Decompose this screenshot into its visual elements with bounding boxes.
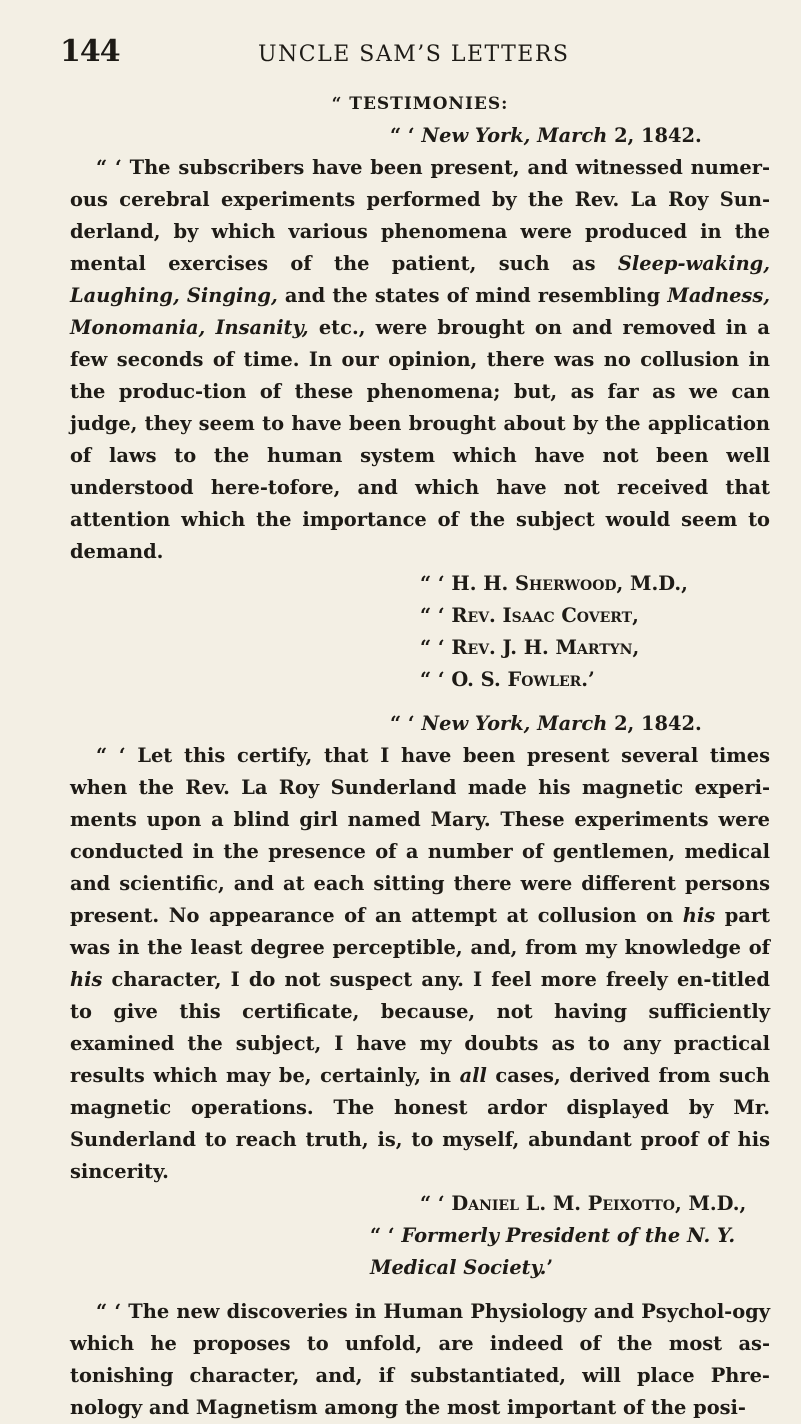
dateline-2: “ ‘ New York, March 2, 1842.: [390, 712, 702, 735]
signature-covert: “ ‘ Rev. Isaac Covert,: [420, 604, 639, 627]
signature-sherwood: “ ‘ H. H. Sherwood, M.D.,: [420, 572, 688, 595]
testimony-1-paragraph: “ ‘ The subscribers have been present, and witnessed numer-ous cerebral experiments performed by the Rev. La Roy Sun-derland, by which various phenomena were produced in the mental exercises of the patient, such as Sleep-waking, Laughing, Singing, and the states of mind resembling Madness, Monomania, Insanity, etc., were brought on and removed in a few seconds of time. In our opinion, there was no collusion in the produc-tion of these phenomena; but, as far as we can judge, they seem to have been brought about by the application of laws to the human system which have not been well understood here-tofore, and which have not received that attention which the importance of the subject would seem to demand.: [70, 156, 770, 563]
signature-title: “ ‘ Formerly President of the N. Y. Medical Society.’: [370, 1224, 736, 1279]
page-number: 144: [60, 34, 120, 69]
body-text: [70, 88, 770, 1424]
testimony-2-paragraph: “ ‘ Let this certify, that I have been present several times when the Rev. La Roy Sunderland made his magnetic experi-ments upon a blind girl named Mary. These experiments were conducted in the presence of a number of gentlemen, medical and scientific, and at each sitting there were different persons present. No appearance of an attempt at collusion on his part was in the least degree perceptible, and, from my knowledge of his character, I do not suspect any. I feel more freely en-titled to give this certificate, because, not having sufficiently examined the subject, I have my doubts as to any practical results which may be, certainly, in all cases, derived from such magnetic operations. The honest ardor displayed by Mr. Sunderland to reach truth, is, to myself, abundant proof of his sincerity.: [70, 744, 771, 1183]
running-title: UNCLE SAM’S LETTERS: [258, 42, 570, 67]
signature-martyn: “ ‘ Rev. J. H. Martyn,: [420, 636, 640, 659]
section-heading: “ TESTIMONIES:: [331, 94, 509, 114]
signature-fowler: “ ‘ O. S. Fowler.’: [420, 668, 595, 691]
running-head: [0, 30, 801, 70]
spacer: [70, 696, 770, 708]
dateline-1: “ ‘ New York, March 2, 1842.: [390, 124, 702, 147]
testimony-3-paragraph: “ ‘ The new discoveries in Human Physiology and Psychol-ogy which he proposes to unfold, are indeed of the most as-tonishing character, and, if substantiated, will place Phre-nology and Magnetism among the most important of the posi-: [70, 1300, 770, 1419]
signature-peixotto: “ ‘ Daniel L. M. Peixotto, M.D.,: [420, 1192, 747, 1215]
